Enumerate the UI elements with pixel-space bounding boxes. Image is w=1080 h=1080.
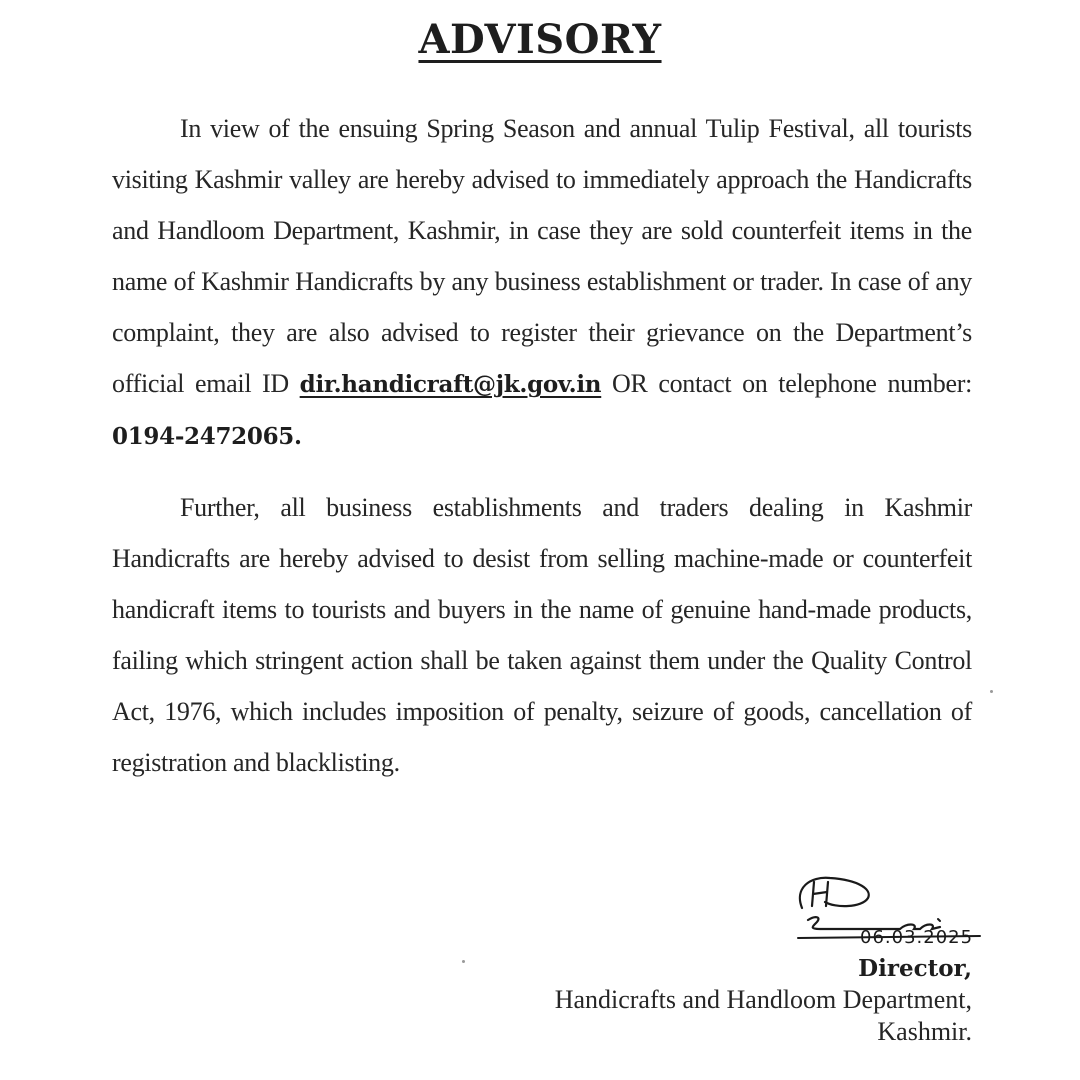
scan-speck: [462, 960, 465, 963]
signatory-location: Kashmir.: [877, 1017, 972, 1046]
signatory-department: Handicrafts and Handloom Department,: [554, 985, 972, 1014]
document-body: [112, 103, 972, 788]
title-text: ADVISORY: [418, 16, 662, 63]
signature-date: 06.03.2025: [860, 927, 974, 948]
paragraph-tourist-advisory: [112, 103, 972, 462]
paragraph-trader-advisory: [112, 482, 972, 788]
paragraph1-text: In view of the ensuing Spring Season and annual Tulip Festival, all tourists visiting Kashmir valley are hereby advised to immediately approach the Handicrafts and Handloom Department, Kashmir, in case they are sold counterfeit items in the name of Kashmir Handicrafts by any business establishment or trader. In case of any complaint, they are also advised to register their grievance on the Department’s official email ID: [112, 114, 972, 398]
paragraph1-text-contact: OR contact on telephone number:: [601, 369, 972, 398]
signatory-block: [555, 954, 972, 1048]
telephone-number: 0194-2472065.: [112, 423, 302, 450]
signature-h-stroke: [812, 882, 828, 906]
signatory-designation: Director,: [858, 955, 972, 982]
email-link[interactable]: dir.handicraft@jk.gov.in: [299, 371, 602, 398]
signature-initial-stroke: [800, 878, 869, 908]
signature-dot: [938, 919, 940, 921]
scan-speck: [990, 690, 993, 693]
paragraph2-text: Further, all business establishments and traders dealing in Kashmir Handicrafts are hereby advised to desist from selling machine-made or counterfeit handicraft items to tourists and buyers in the name of genuine hand-made products, failing which stringent action shall be taken against them under the Quality Control Act, 1976, which includes imposition of penalty, seizure of goods, cancellation of registration and blacklisting.: [112, 493, 972, 777]
document-title: [0, 16, 1080, 63]
